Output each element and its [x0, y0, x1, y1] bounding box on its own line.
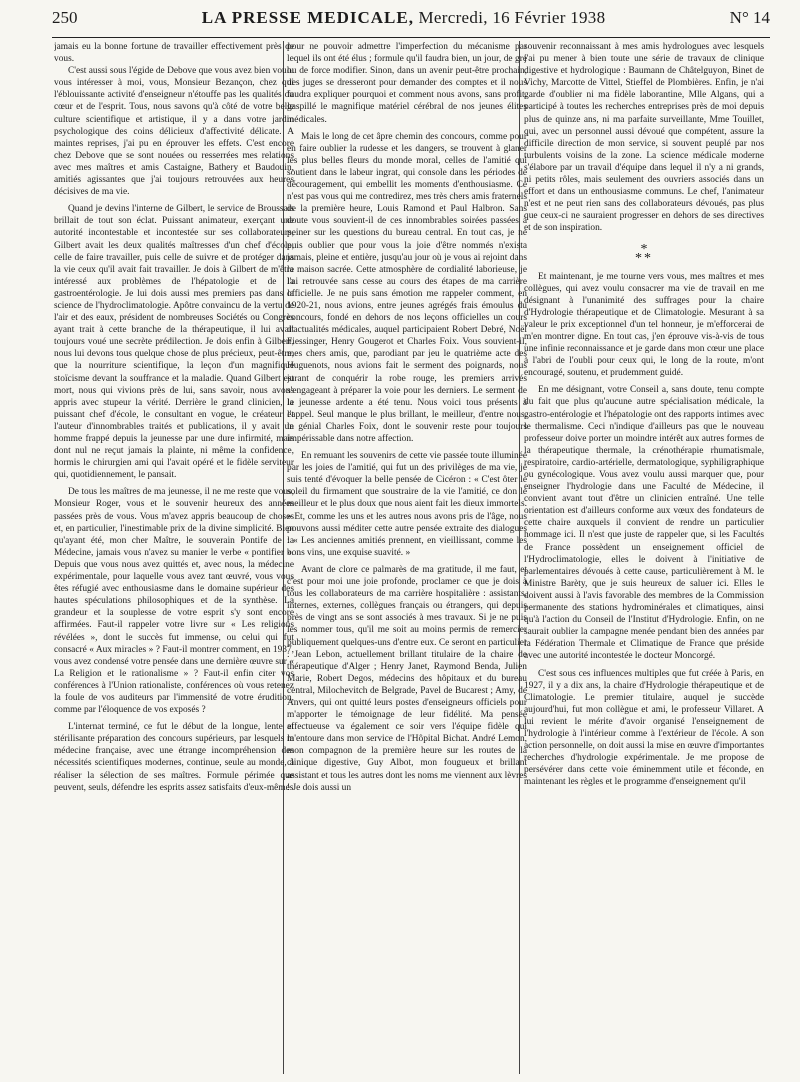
page-number: 250: [52, 8, 78, 27]
separator-star: *: [640, 241, 648, 257]
paragraph: pour ne pouvoir admettre l'imperfection du mécanisme par lequel ils ont été élus ; formule qu'il faudra bien, un jour, de gré ou de force modifier. Sinon, dans un avenir peut-être prochain, des juges se dresseront pour demander des comptes et il nous faudra expliquer pourquoi et comment nous avons, sans profit, gaspillé le magnifique matériel cérébral de nos jeunes élites médicales.: [287, 42, 527, 125]
separator-stars-row: [524, 250, 764, 266]
paragraph: De tous les maîtres de ma jeunesse, il ne me reste que vous, Monsieur Roger, vous et le souvenir heureux des années passées près de vous. Vous m'avez appris beaucoup de choses et, en particulier, l'inestimable prix de la divine simplicité. Bien qu'ayant été, mon cher Maître, le souverain Pontife de la Médecine, jamais vous n'avez su manier le verbe « pontifier ». Depuis que vous nous avez quittés et, avec nous, la médecine expérimentale, pour laquelle vous avez tant œuvré, vous vous êtes réfugié avec enthousiasme dans le domaine supérieur des hautes spéculations philosophiques et de la synthèse. La grandeur et la souplesse de votre esprit s'y sont encore affirmées. Faut-il rappeler votre livre sur « Les religions révélées », dont le succès fut immense, ou celui qui fut consacré « Aux miracles » ? Faut-il montrer comment, en 1937, vous avez condensé votre pensée dans une dernière œuvre sur « La Religion et le rationalisme » ? Faut-il enfin citer vos conférences à l'Union rationaliste, conférences où vous retenez la foule de vos auditeurs par l'immensité de votre érudition, comme par l'éloquence de vos exposés ?: [54, 487, 294, 716]
paragraph: Quand je devins l'interne de Gilbert, le service de Broussais brillait de tout son éclat. Puissant animateur, exerçant une autorité incontestable et incontestée sur ses collaborateurs, Gilbert avait les deux qualités maîtresses d'un chef d'école, celle de faire travailler, puis celle de suivre et de protéger dans la vie ceux qu'il avait fait travailler. Je dois à Gilbert de m'être intéressé aux problèmes de l'hépatologie et de la gastroentérologie. Je lui dois aussi mes premiers pas dans la science de l'hydroclimatologie. Apôtre convaincu de la vertu de l'air et des eaux, président de nombreuses Sociétés ou Congrès ayant trait à cette branche de la thérapeutique, il lui avait toujours voué une secrète prédilection. Je dois enfin à Gilbert, nous lui devons tous quelque chose de plus précieux, peut-être, que la nourriture scientifique, la leçon d'un magnifique stoïcisme devant la souffrance et la maladie. Quand Gilbert est mort, nous qui vivions près de lui, sans savoir, nous avons appris avec stupeur la vérité. Derrière le grand clinicien, le puissant chef d'école, le consultant en vogue, le créateur et l'auteur d'innombrables traités et publications, il y avait un homme frappé depuis la jeunesse par une dure infirmité, mais dont nul ne reçut jamais la plainte, ni même la confidence, hormis le chirurgien ami qui l'avait opéré et le fidèle serviteur qui, quotidiennement, le pansait.: [54, 204, 294, 481]
header-rule: [52, 37, 770, 38]
journal-masthead: [202, 8, 606, 28]
separator-star: *: [635, 250, 644, 266]
issue-date: Mercredi, 16 Février 1938: [418, 8, 606, 27]
paragraph: Et maintenant, je me tourne vers vous, mes maîtres et mes collègues, qui avez voulu consacrer ma vie de travail en me désignant à l'unanimité des suffrages pour la chaire d'Hydrologie thérapeutique et de Climatologie. Mesurant à sa valeur le prix exceptionnel d'un tel honneur, je m'efforcerai de m'en montrer digne. En tout cas, j'en éprouve vis-à-vis de tous une infinie reconnaissance et je garde dans mon cœur une place à l'abri de l'oubli pour ceux qui, le long de la route, m'ont encouragé, soutenu, et prudemment guidé.: [524, 271, 764, 379]
paragraph: En me désignant, votre Conseil a, sans doute, tenu compte du fait que plus qu'aucune autre spécialisation médicale, la gastro-entérologie et l'hépatologie ont des rapports intimes avec le thermalisme. Ceci n'indique d'ailleurs pas que le nouveau professeur doive porter un moindre intérêt aux autres formes de la thérapeutique thermale, la crénothérapie rhumatismale, respiratoire, cardio-artérielle, dermatologique, syphiligraphique ou gynécologique. Vous avez voulu aussi marquer que, pour enseigner l'hydrologie dans une Faculté de Médecine, il convient avant tout d'être un clinicien entraîné. Une telle orientation est d'ailleurs conforme aux vœux des fondateurs de cette chaire auxquels il convient de rendre un particulier hommage ici. Il n'est que juste de rappeler que, si les Facultés de France possèdent un enseignement officiel de l'Hydroclimatologie, elles le doivent à l'initiative de parlementaires dévoués à cette cause, particulièrement à M. le Ministre Barèty, que je suis heureux de saluer ici. Elles le doivent aussi à l'avis favorable des membres de la Commission permanente des stations hydrominérales et climatiques, ainsi qu'à l'action du Conseil de l'Institut d'Hydrologie. Enfin, on ne saurait oublier la campagne menée pendant bien des années par la Fédération Thermale et Climatique de France que préside avec une autorité incontestée le docteur Moncorgé.: [524, 385, 764, 662]
issue-number: N° 14: [729, 8, 770, 27]
separator-star: *: [644, 250, 653, 266]
text-column-1: [54, 41, 294, 1076]
paragraph: En remuant les souvenirs de cette vie passée toute illuminée par les joies de l'amitié, qui fut un des privilèges de ma vie, je suis tenté d'évoquer la belle pensée de Cicéron : « C'est ôter le soleil du firmament que soustraire de la vie l'amitié, ce don le meilleur et le plus doux que nous aient fait les dieux immortels. » Et, comme les uns et les autres nous avons pris de l'âge, nous pouvons aussi méditer cette autre pensée extraite des dialogues : « Les anciennes amitiés prennent, en vieillissant, comme les bons vins, une exquise suavité. »: [287, 451, 527, 558]
page-header: [52, 8, 770, 38]
text-column-3: [524, 41, 764, 1076]
paragraph: jamais eu la bonne fortune de travailler effectivement près de vous.: [54, 42, 294, 65]
paragraph: souvenir reconnaissant à mes amis hydrologues avec lesquels j'ai pu mener à bien toute une série de travaux de clinique digestive et hydrologique : Baumann de Châtelguyon, Binet de Vichy, Marcotte de Vittel, Stieffel de Plombières. Enfin, je n'ai garde d'oublier ni ma fidèle laborantine, Mlle Algans, qui a participé à toutes les recherches entreprises près de moi depuis plus de quinze ans, ni ma parfaite surveillante, Mme Touillet, qui, avec un personnel aussi dévoué que compétent, assure la difficile direction de mon service, si souvent peuplé par nos turbulents voisins de la zone. La science médicale moderne s'élabore par un travail d'équipe dans lequel il n'y a ni grands, ni petits rôles, mais seulement des ouvriers associés dans un effort et dans un enthousiasme communs. Le chef, l'animateur n'est et ne peut rien sans des collaborateurs dévoués, pas plus que ceux-ci ne sauraient progresser en dehors de ses directives et de son inspiration.: [524, 42, 764, 234]
paragraph: C'est aussi sous l'égide de Debove que vous avez bien voulu vous intéresser à moi, vous, Monsieur Bezançon, chez qui l'éblouissante activité d'enseigneur n'étouffe pas les qualités du cœur et de l'esprit. Tous, nous savons qu'à côté de votre belle culture scientifique et artistique, il y a dans votre jardin psychologique des coins délicieux d'affectivité délicate. A maintes reprises, j'ai pu en éprouver les effets. C'est encore chez Debove que se sont nouées ou resserrées mes relations avec mes maîtres et amis Castaigne, Bathery et Baudouin, amitiés agissantes que j'ai toujours retrouvées aux heures décisives de ma vie.: [54, 66, 294, 198]
text-column-2: [287, 41, 527, 1076]
paragraph: C'est sous ces influences multiples que fut créée à Paris, en 1927, il y a dix ans, la chaire d'Hydrologie thérapeutique et de Climatologie. Le premier titulaire, auquel je succède aujourd'hui, fut mon collègue et ami, le professeur Villaret. A lui revient le mérite d'avoir organisé l'enseignement de l'hydrologie à l'intérieur comme à l'extérieur de l'école. A son action personnelle, on doit aussi la mise en œuvre d'importantes recherches d'hydrologie expérimentale. Je me propose de persévérer dans cette voie éminemment utile et féconde, en maintenant les règles et le programme d'enseignement qu'il: [524, 668, 764, 788]
paragraph: Mais le long de cet âpre chemin des concours, comme pour en faire oublier la rudesse et les dangers, se trouvent à glaner les plus belles fleurs du monde moral, celles de l'amitié qui soutient dans le labeur ingrat, qui console dans les périodes de découragement, qui embellit les moments d'enthousiasme. Ce n'est pas vous qui me contredirez, mes très chers amis fraternels de la première heure, Louis Ramond et Paul Halbron. Sans doute vous souvient-il de ces innombrables soirées passées à peiner sur les questions du bureau central. En tout cas, je ne puis oublier que pour vous la joie d'être nommés n'exista jamais, pleine et entière, jusqu'au jour où je vous ai rejoint dans la maison sacrée. Cette atmosphère de cordialité laborieuse, je l'ai retrouvée sans cesse au cours des étapes de ma carrière officielle. Je ne puis sans émotion me rappeler comment, en 1920-21, nous avions, entre jeunes agrégés frais émoulus du concours, fondé en dehors de nos leçons officielles un cours d'actualités médicales, auquel participaient Robert Debré, Noël Fiessinger, Henry Gougerot et Charles Foix. Vous souvient-il, mes chers amis, que, parodiant par jeu le quatrième acte des Huguenots, nous avions fait le serment des poignards, nous jurant de conquérir la robe rouge, les premiers arrivés s'engageant à préparer la voie pour les derniers. Le serment de la jeunesse ardente a été tenu. Nous voici tous présents à l'appel. Seul manque le plus brillant, le meilleur, d'entre nous, le génial Charles Foix, dont le souvenir reste pour toujours impérissable dans notre affection.: [287, 131, 527, 444]
journal-title: LA PRESSE MEDICALE,: [201, 8, 414, 27]
section-separator: [524, 241, 764, 266]
paragraph: Avant de clore ce palmarès de ma gratitude, il me faut, et c'est pour moi une joie profonde, proclamer ce que je dois à tous les collaborateurs de ma carrière hospitalière : assistants, internes, externes, collègues français ou étrangers, qui depuis près de vingt ans se sont associés à mes travaux. Si je ne puis les nommer tous, qu'il me soit au moins permis de remercier publiquement quelques-uns d'entre eux. Ce seront en particulier : Jean Lebon, actuellement brillant titulaire de la chaire de thérapeutique d'Alger ; Henry Janet, Raymond Benda, Julien Marie, Robert Degos, médecins des hôpitaux et du bureau central, Milochevitch de Belgrade, Pavel de Bucarest ; Amy, de Anvers, qui ont quitté leurs postes d'enseigneurs officiels pour m'apporter le témoignage de leur fidélité. Ma pensée affectueuse va également ce soir vers l'équipe fidèle qui m'entoure dans mon service de l'Hôpital Bichat. André Lemon, mon compagnon de la première heure sur les routes de la clinique digestive, Guy Albot, mon fougueux et brillant assistant et tous les autres dont les noms me viennent aux lèvres ! Je dois aussi un: [287, 564, 527, 793]
paragraph: L'internat terminé, ce fut le début de la longue, lente et stérilisante préparation des concours supérieurs, par lesquels la médecine française, avec une étrange incompréhension des nécessités scientifiques modernes, continue, seule au monde, à réaliser la sélection de ses maîtres. Formule périmée que peuvent, seuls, défendre les esprits assez satisfaits d'eux-mêmes: [54, 722, 294, 793]
